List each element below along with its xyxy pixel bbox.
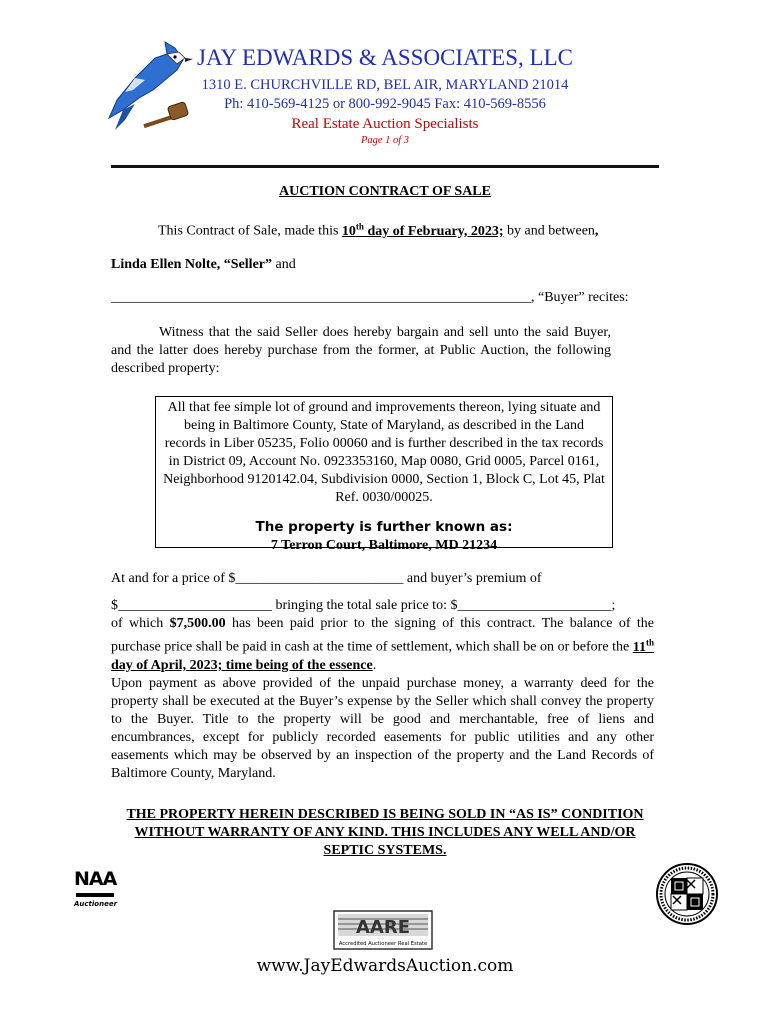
as-is-notice: THE PROPERTY HEREIN DESCRIBED IS BEING SOLD IN “AS IS” CONDITION WITHOUT WARRANTY OF ANY KIND. THIS INCLUDES ANY WELL AND/OR SEPTIC SYSTEMS. [126,807,644,858]
company-address: 1310 E. CHURCHVILLE RD, BEL AIR, MARYLAND 21014 [201,77,569,93]
seller-name: Linda Ellen Nolte, “Seller” [111,257,272,272]
settlement-period: . [372,657,377,673]
deposit-prefix: of which [111,616,170,631]
intro-line [158,217,658,241]
price-line: At and for a price of $________________________ and buyer’s premium of [111,571,542,586]
contract-date-day: 10 [341,223,356,239]
contract-date-rest: day of February, 2023; [363,223,504,239]
seller-and: and [272,257,296,272]
known-as-label: The property is further known as: [255,519,513,535]
intro-suffix: by and between [503,223,595,239]
deposit-amount: $7,500.00 [169,616,226,631]
buyer-line [111,289,659,307]
intro-comma: , [594,223,599,239]
footer-website: www.JayEdwardsAuction.com [256,956,514,976]
aare-logo-subtext: Accredited Auctioneer Real Estate [338,941,428,947]
total-price-line: $______________________ bringing the total sale price to: $______________________; [111,598,616,613]
company-name: JAY EDWARDS & ASSOCIATES, LLC [197,45,573,70]
buyer-blank: ____________________________________________________________ [111,290,531,305]
company-phone: Ph: 410-569-4125 or 800-992-9045 Fax: 410-569-8556 [224,96,546,112]
aare-logo [333,910,433,950]
payment-paragraph: Upon payment as above provided of the unpaid purchase money, a warranty deed for the property shall be executed at the Buyer’s expense by the Seller which shall convey the property to the Buyer. Title to the property will be good and merchantable, free of liens and encumbrances, except for publicly recorded easements for public utilities and any other easements which may be observed by an inspection of the property and the Land Records of Baltimore County, Maryland. [111,676,654,781]
page-number: Page 1 of 3 [360,135,410,146]
property-address: 7 Terron Court, Baltimore, MD 21234 [270,538,498,553]
property-description-box [155,396,613,553]
witness-paragraph: Witness that the said Seller does hereby bargain and sell unto the said Buyer, and the latter does hereby purchase from the former, at Public Auction, the following described property: [111,325,611,376]
seller-line [111,256,659,274]
settlement-rest: day of April, 2023; time being of the essence [111,657,373,673]
company-tagline: Real Estate Auction Specialists [291,116,479,132]
intro-prefix: This Contract of Sale, made this [158,223,342,239]
contract-date-suffix: th [355,221,364,231]
naa-logo-subtext: Auctioneer [74,900,118,908]
buyer-suffix: , “Buyer” recites: [531,290,629,305]
contract-title: AUCTION CONTRACT OF SALE [279,184,491,199]
header-divider [111,165,659,168]
aare-logo-text: AARE [355,917,411,938]
property-description: All that fee simple lot of ground and improvements thereon, lying situate and being in Baltimore County, State of Maryland, as described in the Land records in Liber 05235, Folio 00060 and is further described in the tax records in District 09, Account No. 0923353160, Map 0080, Grid 0005, Parcel 0161, Neighborhood 9120142.04, Subdivision 0000, Section 1, Block C, Lot 45, Plat Ref. 0030/00025. [163,400,605,505]
naa-auctioneer-logo [74,866,116,916]
settlement-the: the [612,639,633,655]
settlement-day-suffix: th [645,637,654,647]
contract-date [341,221,504,239]
total-price-paragraph [111,597,654,675]
settlement-day: 11 [632,639,646,655]
naa-logo-text: NAA [74,868,117,890]
deposit-suffix: has been paid prior to the signing of this contract. The balance of the purchase price shall be paid in cash at the time of settlement, which shall be on or before [111,616,654,655]
maryland-auctioneers-association-seal-icon [655,862,719,926]
